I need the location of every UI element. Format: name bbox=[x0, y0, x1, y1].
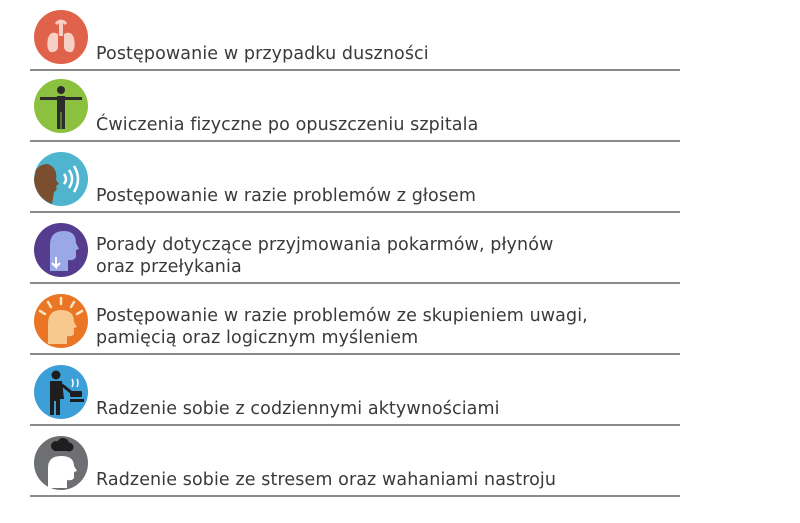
topic-label-line: Radzenie sobie z codziennymi aktywnościami bbox=[96, 399, 500, 419]
head-cloud-icon bbox=[34, 436, 88, 490]
topic-label bbox=[96, 185, 476, 207]
topic-label bbox=[96, 398, 500, 420]
head-rays-icon bbox=[34, 294, 88, 348]
topic-label bbox=[96, 305, 588, 349]
topic-item-voice[interactable] bbox=[30, 142, 680, 213]
head-swallowing-icon bbox=[34, 223, 88, 277]
topic-label-line: Postępowanie w razie problemów z głosem bbox=[96, 186, 477, 206]
topic-item-exercise[interactable] bbox=[30, 71, 680, 142]
topic-item-breathlessness[interactable] bbox=[30, 0, 680, 71]
topic-item-stress[interactable] bbox=[30, 426, 680, 497]
topic-label bbox=[96, 114, 478, 136]
topic-label bbox=[96, 43, 429, 65]
speaking-head-icon bbox=[34, 152, 88, 206]
topic-label bbox=[96, 234, 553, 278]
topic-item-swallowing[interactable] bbox=[30, 213, 680, 284]
topic-label-line: Postępowanie w przypadku duszności bbox=[96, 44, 429, 64]
topic-item-attention[interactable] bbox=[30, 284, 680, 355]
topic-label bbox=[96, 469, 556, 491]
topic-label-line: pamięcią oraz logicznym myśleniem bbox=[96, 328, 419, 348]
topic-label-line: Porady dotyczące przyjmowania pokarmów, płynów bbox=[96, 235, 554, 255]
topic-label-line: Radzenie sobie ze stresem oraz wahaniami nastroju bbox=[96, 470, 557, 490]
topic-item-daily-activities[interactable] bbox=[30, 355, 680, 426]
topic-label-line: oraz przełykania bbox=[96, 257, 242, 277]
person-arms-outstretched-icon bbox=[34, 79, 88, 133]
lungs-icon bbox=[34, 10, 88, 64]
person-cooking-icon bbox=[34, 365, 88, 419]
topic-label-line: Postępowanie w razie problemów ze skupieniem uwagi, bbox=[96, 306, 588, 326]
topic-label-line: Ćwiczenia fizyczne po opuszczeniu szpitala bbox=[96, 115, 479, 135]
